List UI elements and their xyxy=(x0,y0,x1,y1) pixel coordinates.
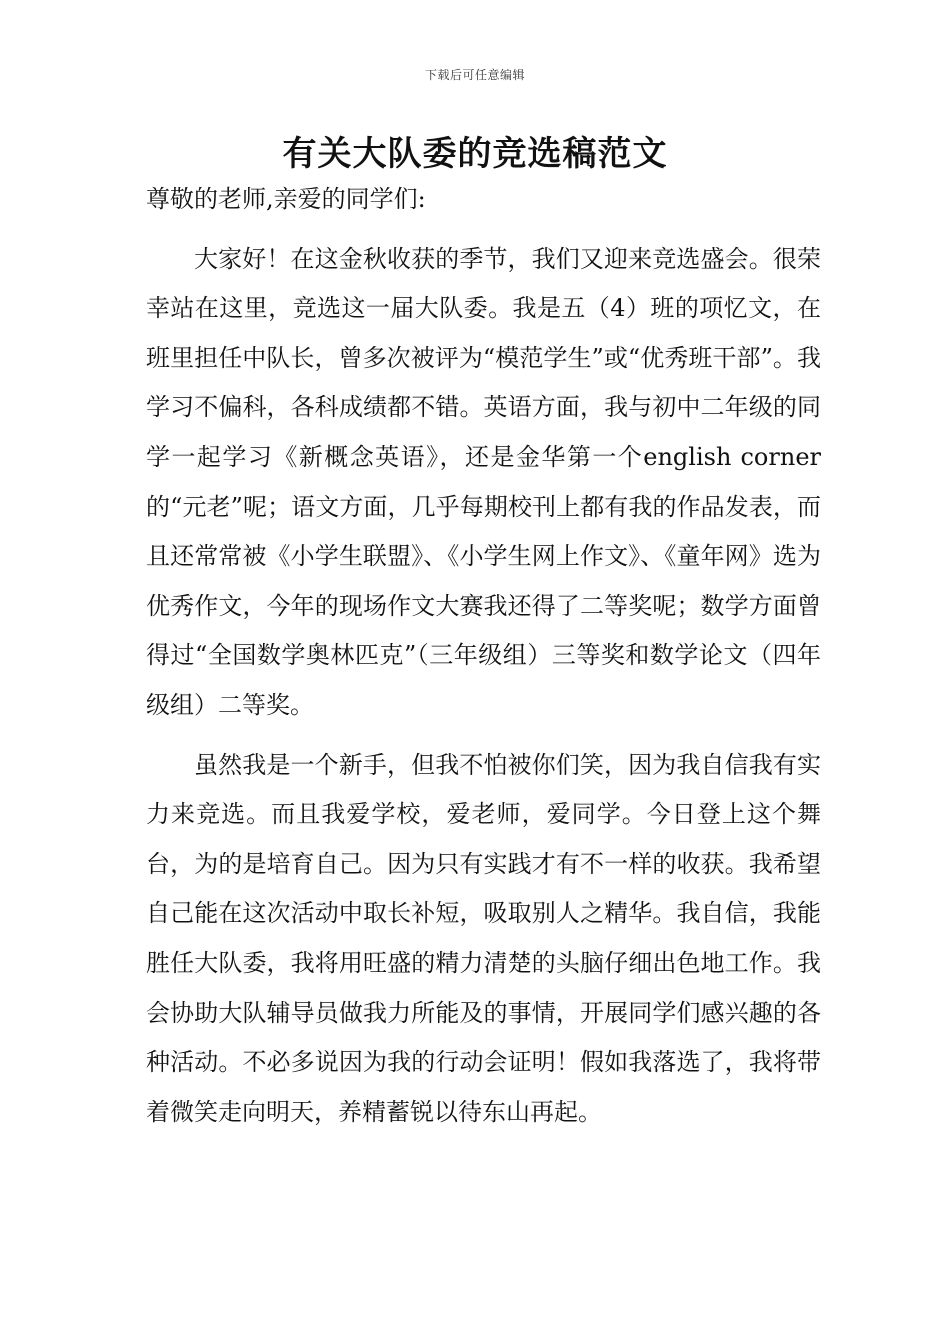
document-title: 有关大队委的竞选稿范文 xyxy=(282,134,668,174)
salutation: 尊敬的老师,亲爱的同学们: xyxy=(146,185,426,213)
document-body xyxy=(146,175,821,1137)
body-paragraph-2: 虽然我是一个新手，但我不怕被你们笑，因为我自信我有实力来竞选。而且我爱学校，爱老师，爱同学。今日登上这个舞台，为的是培育自己。因为只有实践才有不一样的收获。我希望自己能在这次活动中取长补短，吸取别人之精华。我自信，我能胜任大队委，我将用旺盛的精力清楚的头脑仔细出色地工作。我会协助大队辅导员做我力所能及的事情，开展同学们感兴趣的各种活动。不必多说因为我的行动会证明！假如我落选了，我将带着微笑走向明天，养精蓄锐以待东山再起。 xyxy=(146,750,821,1126)
page-header-note: 下载后可任意编辑 xyxy=(424,68,525,82)
body-paragraph-1: 大家好！在这金秋收获的季节，我们又迎来竞选盛会。很荣幸站在这里，竞选这一届大队委。我是五（4）班的项忆文，在班里担任中队长，曾多次被评为“模范学生”或“优秀班干部”。我学习不偏科，各科成绩都不错。英语方面，我与初中二年级的同学一起学习《新概念英语》，还是金华第一个english corner的“元老”呢；语文方面，几乎每期校刊上都有我的作品发表，而且还常常被《小学生联盟》、《小学生网上作文》、《童年网》选为优秀作文，今年的现场作文大赛我还得了二等奖呢；数学方面曾得过“全国数学奥林匹克”（三年级组）三等奖和数学论文（四年级组）二等奖。 xyxy=(146,244,821,719)
